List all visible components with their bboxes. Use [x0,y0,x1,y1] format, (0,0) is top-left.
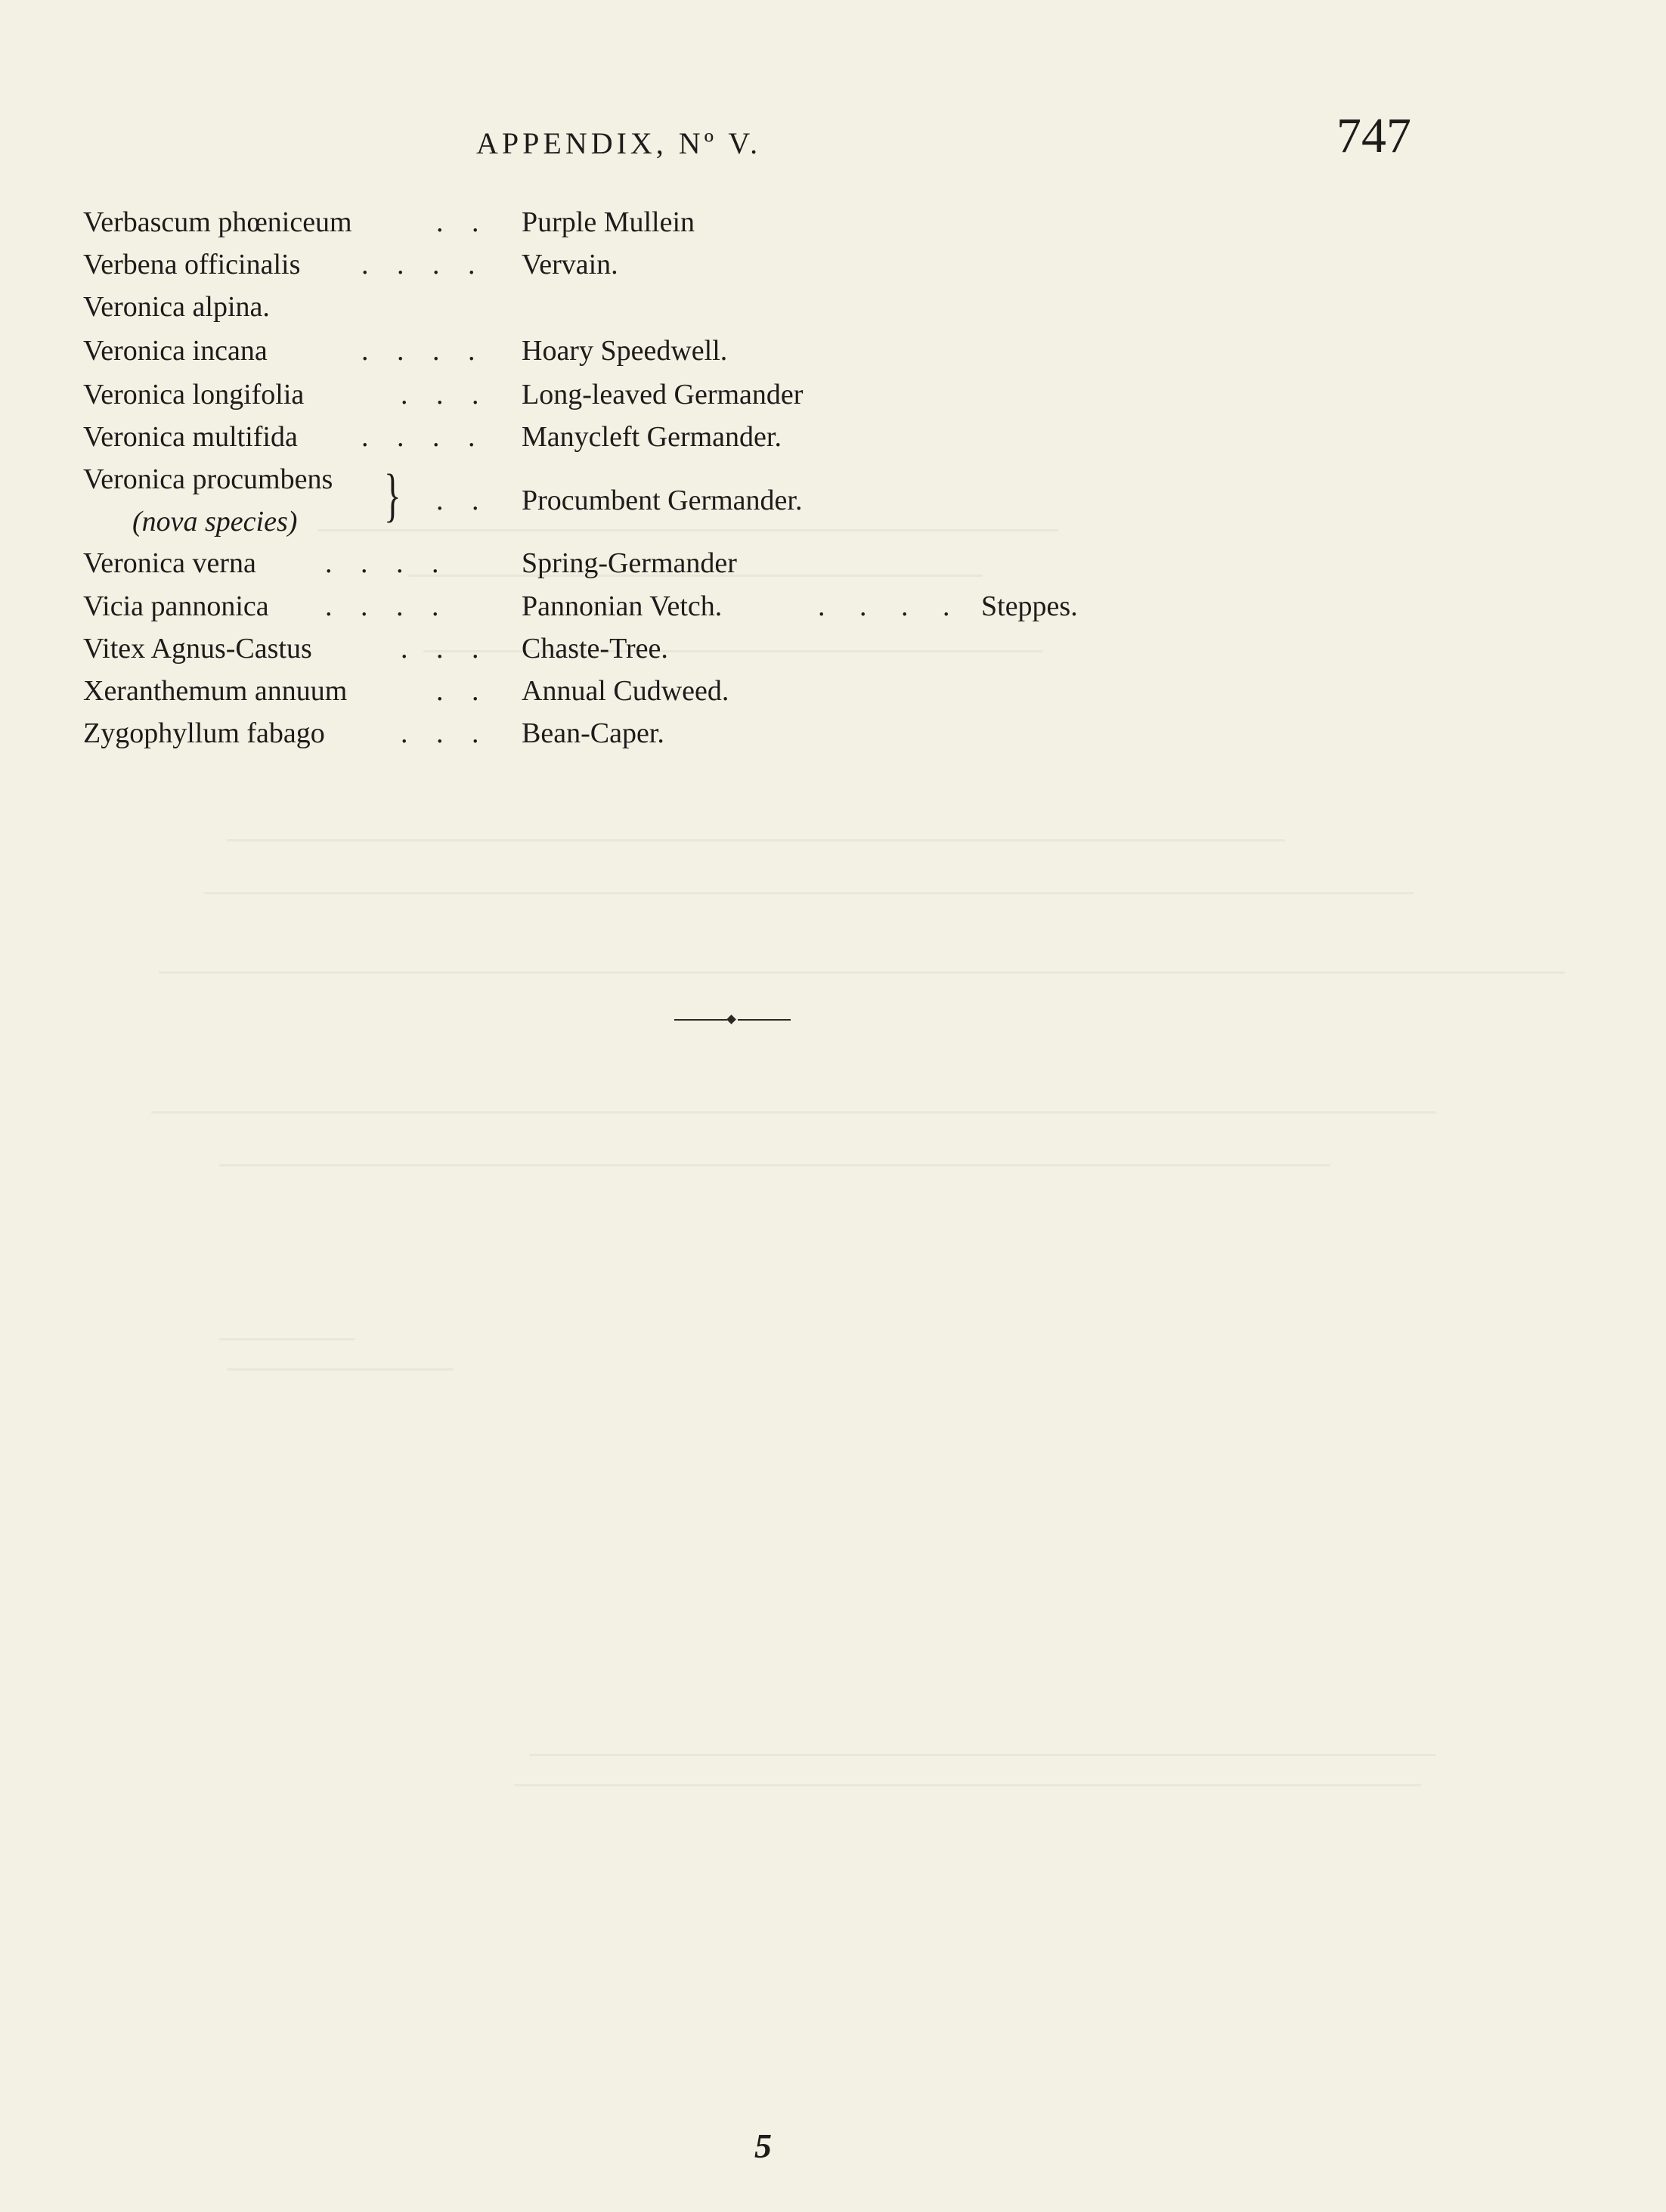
signature-mark: 5 [754,2127,772,2165]
leader-dots: . . [436,485,490,516]
english-name: Annual Cudweed. [522,675,729,707]
english-name: Procumbent Germander. [522,485,803,516]
english-name: Spring-Germander [522,547,737,579]
latin-name: Veronica incana [83,335,268,367]
leader-dots: . . . . [818,590,964,622]
latin-name: Verbascum phœniceum [83,206,352,238]
latin-note: (nova species) [132,506,298,538]
english-name: Pannonian Vetch. [522,590,723,622]
leader-dots: . . [436,206,490,238]
english-name: Vervain. [522,249,618,280]
latin-name: Zygophyllum fabago [83,717,325,749]
latin-name: Veronica longifolia [83,379,305,410]
page-number: 747 [1336,108,1411,163]
english-name: Hoary Speedwell. [522,335,728,367]
habitat: Steppes. [981,590,1078,622]
latin-name: Veronica multifida [83,421,298,453]
english-name: Long-leaved Germander [522,379,804,410]
english-name: Chaste-Tree. [522,633,668,665]
leader-dots: . . . . [325,547,450,579]
leader-dots: . . . . [325,590,450,622]
english-name: Manycleft Germander. [522,421,782,453]
english-name: Bean-Caper. [522,717,664,749]
leader-dots: . . . . [361,421,486,453]
english-name: Purple Mullein [522,206,695,238]
latin-name: Veronica alpina. [83,291,270,323]
leader-dots: . . . [401,633,490,665]
leader-dots: . . . [401,717,490,749]
brace-icon: } [384,462,401,528]
running-head: APPENDIX, Nº V. [476,126,762,160]
leader-dots: . . . . [361,249,486,280]
latin-name: Vicia pannonica [83,590,269,622]
latin-name: Veronica procumbens [83,463,333,495]
leader-dots: . . [436,675,490,707]
leader-dots: . . . [401,379,490,410]
latin-name: Veronica verna [83,547,256,579]
ornamental-rule [674,1016,791,1024]
latin-name: Xeranthemum annuum [83,675,348,707]
latin-name: Vitex Agnus-Castus [83,633,312,665]
leader-dots: . . . . [361,335,486,367]
latin-name: Verbena officinalis [83,249,301,280]
